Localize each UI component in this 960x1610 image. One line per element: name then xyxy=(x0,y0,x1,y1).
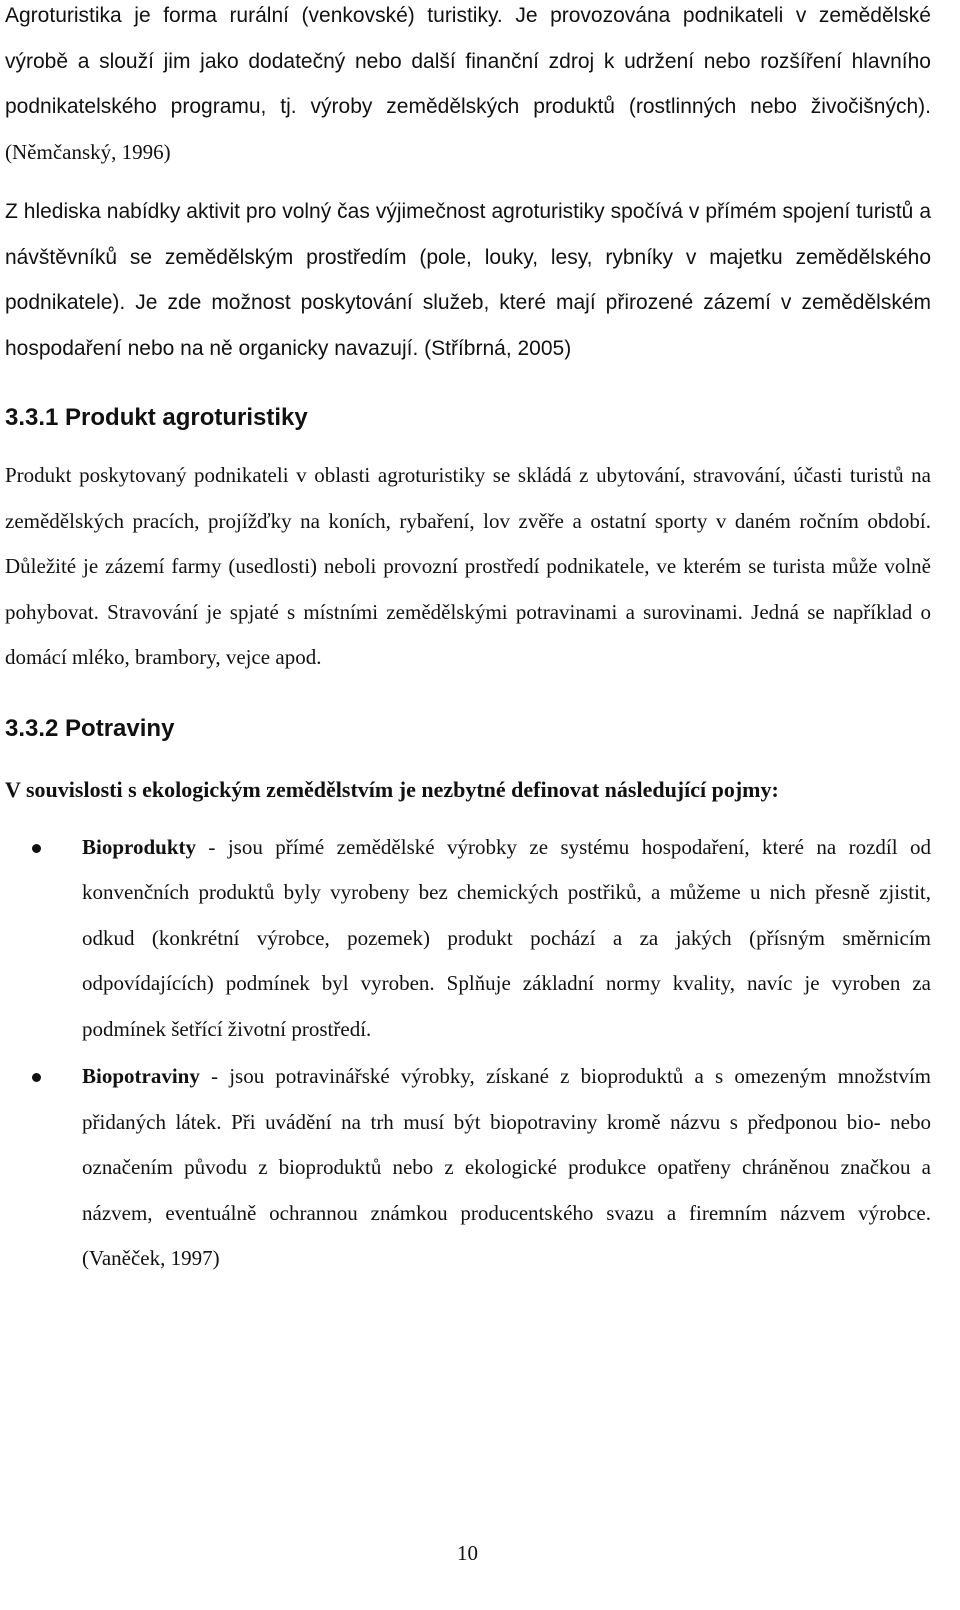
citation: (Němčanský, 1996) xyxy=(5,139,171,164)
term-label: Biopotraviny xyxy=(82,1064,200,1088)
paragraph-produkt: Produkt poskytovaný podnikateli v oblasti agroturistiky se skládá z ubytování, stravování, účasti turistů na zemědělských pracích, projížďky na koních, rybaření, lov zvěře a ostatní sporty v daném ročním období. Důležité je zázemí farmy (usedlosti) neboli provozní prostředí podnikatele, ve kterém se turista může volně pohybovat. Stravování je spjaté s místními zemědělskými potravinami a surovinami. Jedná se například o domácí mléko, brambory, vejce apod. xyxy=(5,463,931,669)
paragraph-agroturistika-definition xyxy=(5,0,931,175)
bullet-icon xyxy=(32,844,41,853)
bullet-icon xyxy=(32,1073,41,1082)
list-item-bioprodukty xyxy=(5,825,931,1053)
paragraph-leisure-activities xyxy=(5,189,931,371)
paragraph-text: Z hlediska nabídky aktivit pro volný čas výjimečnost agroturistiky spočívá v přímém spojení turistů a návštěvníků se zemědělským prostředím (pole, louky, lesy, rybníky v majetku zemědělského podnikatele). Je zde možnost poskytování služeb, které mají přirozené zázemí v zemědělském hospodaření nebo na ně organicky navazují. (Stříbrná, 2005) xyxy=(5,200,931,360)
definitions-lead: V souvislosti s ekologickým zemědělstvím je nezbytné definovat následující pojmy: xyxy=(5,776,779,802)
page-number: 10 xyxy=(457,1541,478,1565)
list-item-biopotraviny xyxy=(5,1054,931,1282)
document-page xyxy=(5,0,931,1282)
section-heading-potraviny: 3.3.2 Potraviny xyxy=(5,714,175,742)
section-heading-produkt: 3.3.1 Produkt agroturistiky xyxy=(5,404,308,431)
term-definition: - jsou přímé zemědělské výrobky ze systému hospodaření, které na rozdíl od konvenčních produktů byly vyrobeny bez chemických postřiků, a můžeme u nich přesně zjistit, odkud (konkrétní výrobce, pozemek) produkt pochází a za jakých (přísným směrnicím odpovídajících) podmínek byl vyroben. Splňuje základní normy kvality, navíc je vyroben za podmínek šetřící životní prostředí. xyxy=(82,834,931,1041)
term-label: Bioprodukty xyxy=(82,834,196,859)
paragraph-text: Agroturistika je forma rurální (venkovské) turistiky. Je provozována podnikateli v zemědělské výrobě a slouží jim jako dodatečný nebo další finanční zdroj k udržení nebo rozšíření hlavního podnikatelského programu, tj. výroby zemědělských produktů (rostlinných nebo živočišných). xyxy=(5,4,931,118)
term-definition: - jsou potravinářské výrobky, získané z bioproduktů a s omezeným množstvím přidaných látek. Při uvádění na trh musí být biopotraviny kromě názvu s předponou bio- nebo označením původu z bioproduktů nebo z ekologické produkce opatřeny chráněnou značkou a názvem, eventuálně ochrannou známkou producentského svazu a firemním názvem výrobce. (Vaněček, 1997) xyxy=(82,1064,931,1270)
definitions-list xyxy=(5,825,931,1282)
